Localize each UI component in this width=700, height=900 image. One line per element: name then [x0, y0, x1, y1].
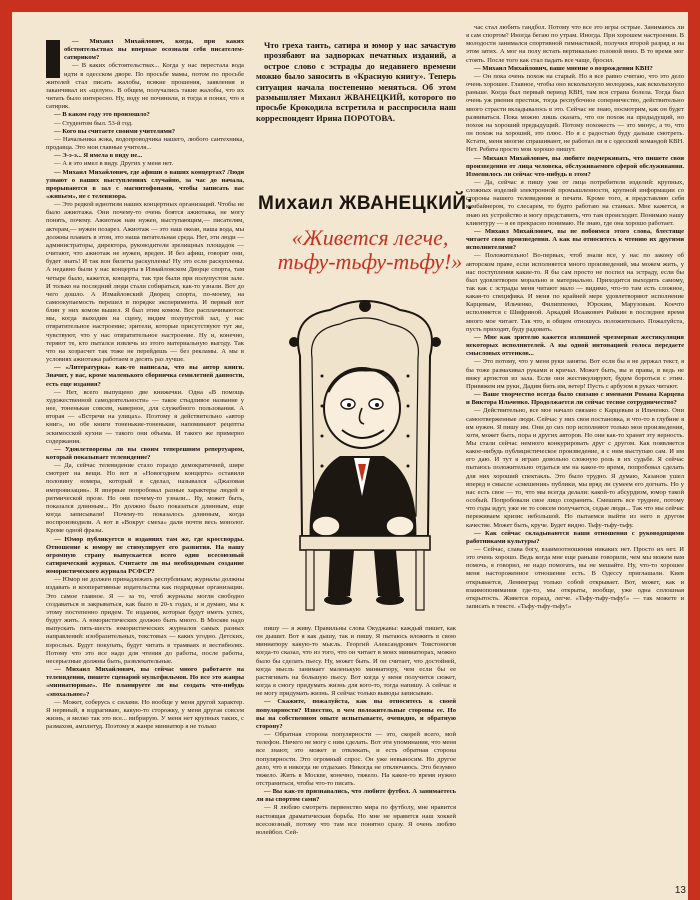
answer-paragraph: — Нет, всего выпущено две книжечки. Одна «В помощь художественной самодеятельности» — такое стыдливое название у нее, тоненькая совсем, наверное, для служебного пользования. А вторая — «Встречи на улицах». Поэтому я действительно «автор книг», но обе книги тоненькие-тоненькие, напоминают рецепты эскимосской кухни — такого они объема. И такого же примерно содержания. [46, 388, 244, 445]
shoe-right [376, 595, 404, 605]
dash-marker [46, 40, 60, 78]
intro-text: Что греха таить, сатира и юмор у нас зачастую прозябают на задворках печатных изданий, а острое слово с эстрады до недавнего времени можно было заносить в «Красную книгу». Теперь ситуация начала постепенно меняться. Об этом размышляет Михаил ЖВАНЕЦКИЙ, которого по просьбе Крокодила встретила и расспросила наш корреспондент Ирина ПОРОТОВА. [256, 40, 456, 123]
question-paragraph: — Кого вы считаете своими учителями? [54, 127, 176, 135]
question-paragraph: — Михаил Михайлович, где афиши о ваших концертах? Люди узнают о ваших выступлениях случайно, за час до начала, прорываются в зал с магнитофонами, чтобы записать вас «живьем», не с телевизора. [46, 168, 244, 200]
interview-text-left [46, 38, 244, 731]
answer-paragraph: — Да, сейчас телевидение стало гораздо демократичней, шире смотрит на вещи. Но вот в «Новогоднем концерте» оставили половину номера, который я сделал, назывался «Джазовая импровизация». Я впервые попробовал разные характеры людей в ритмической прозе. Но они почему-то узнали... Ну, может быть, показался длинным... Но должно было показаться длинным, еще когда записывали! Почему-то показалось длинным, когда воспроизводили. А вот в «Вокруг смеха» дали почти весь монолог. Кроме одной фразы. [46, 462, 244, 535]
answer-paragraph: — Положительно! Во-первых, чтоб знали все, у нас по закону об авторском праве, если исполняется много произведений, мы можем жить, у нас поступления какие-то. Я бы сам просто не поспел на эстраду, если бы был удовлетворен морально и материально. Приходится выходить самому, так как с эстрады меня читают мало — видимо, что-то там есть сложное, какая-то специфика. И меня по крайней мере удовлетворяют исполнение Карцевым, Ильченко, Филиппенко, Юрским, Марузовым. Коечто исполняется с Шифриной. Аркадий Исаакович Райкин в последнее время много мое читает. Так что, в общем отношусь положительно. Пожалуйста, пусть приходят, буду радовать. [466, 252, 684, 333]
page-number: 13 [674, 885, 686, 896]
throne-leg-right [416, 550, 424, 610]
answer-paragraph: — А я это имел в виду. Других у меня нет. [54, 160, 174, 168]
throne-seat [300, 536, 430, 550]
author-name: Михаил ЖВАНЕЦКИЙ: [258, 193, 474, 214]
question-paragraph: — В каком году это произошло? [54, 111, 150, 119]
throne-knob-left [289, 337, 299, 347]
answer-paragraph: — Действительно, все мое начало связано с Карцевым и Ильченко. Они самоотверженные люди. Сейчас у них своя постановка, и что-то в глубине я им нужен. Я пишу им. Они до сих пор исполняют только мои произведения, хотя, может быть, пора и других авторов. Но они как-то хранят эту верность. Мы стали сейчас немного конкурировать друг с другом. Как появляется какое-нибудь публицистическое произведение, я с ним выступаю сам. И им его даю. И тут я играю довольно сложную роль в их судьбе. Я сейчас пытаюсь положительно отдаться им на какое-то время, попробовал сделать для них хороший спектакль. Это было трудно. Я думаю, Хазанов ушел вперед в смысле «смешения» публики, мы вряд ли сумеем его догнать. Но у нас есть свое — то, что мы всегда делали: какой-то абсурдизм, юмор такой особый. Попробовали свое лицо сохранить. Смешить все труднее, потому что годы идут, уже не то совсем получается, седые люди... Так что мы сейчас переживаем кризис небольшой. Но пытаемся выйти из него в другом качестве. Может быть, круче. Будет видно. Тьфу-тьфу-тьфу. [466, 407, 684, 529]
question-paragraph: — Михаил Михайлович, когда, при каких обстоятельствах вы впервые осознали себя писателем-сатириком? [64, 38, 244, 62]
question-paragraph: — Юмор публикуется в изданиях там же, где кроссворды. Отношение к юмору не стимулирует его развития. На нашу огромную страну выпускается всего один всесоюзный сатирический журнал. Считаете ли вы необходимым создание юмористического журнала РСФСР? [46, 535, 244, 576]
throne-leg-left [306, 550, 314, 610]
leg-right [374, 550, 400, 596]
leg-left [328, 550, 354, 596]
throne-knob-right [431, 337, 441, 347]
question-paragraph: — Э-э-э... Я имела в виду не... [54, 152, 143, 160]
answer-paragraph: — Это потому, что у меня руки заняты. Вот если бы я не держал текст, я бы тоже размахивал руками и кричал. Может быть, вы и правы, в ведь не вижу артистов из зала. Если они жестикулируют, будем бороться с этим. Привяжем им руки, Дадим бить им, ветер! Пусть с арбузом в руках читают. [466, 358, 684, 390]
question-paragraph: — Михаил Михайлович, вы не побоимся этого слова, блестяще читаете свои произведения. А как вы относитесь к чтению их другими исполнителями? [466, 227, 684, 252]
caricature-illustration [270, 296, 460, 621]
answer-paragraph: — В каких обстоятельствах... Когда у нас перестала вода идти в одесском дворе. По просьбе мамы, потом по просьбе жителей стал писать жалобы, всякие прошения, заявления и заканчивал их «целую». В общем, получались такие жалобы, что их читать было интересно. Ну, воду не починили, и тогда я понял, что я сатирик. [46, 62, 244, 111]
question-paragraph: — «Литературка» как-то написала, что вы автор книги. Значит, у вас, кроме маленького сборничка семилетней давности, есть еще издания? [46, 364, 244, 388]
column-left [46, 38, 244, 886]
answer-paragraph: час стал любить гандбол. Потому что все это игры острые. Занимаюсь ли я сам спортом? Иногда бегаю по утрам. Иногда. При хорошем настроении. В молодости занимался спортивной гимнастикой, получил второй разряд и на этом затих. А мог на полу встать вертикально головой вниз. В то время мог стоять. После того как стал падать все чаще, бросил. [466, 24, 684, 64]
answer-paragraph: — Студентом был. 53-й год. [54, 119, 133, 127]
question-paragraph: — Михаил Михайлович, ваше мнение о возрождении КВН? [474, 64, 653, 72]
shoe-left [324, 595, 352, 605]
question-paragraph: — Мне как зрителю кажется излишней чрезмерная жестикуляция некоторых исполнителей. А вы одной интонацией голоса передаете смысловых оттенков... [466, 333, 684, 358]
question-paragraph: — Как сейчас складываются ваши отношения с руководящими работниками культуры? [466, 529, 684, 545]
question-paragraph: — Вы как-то признавались, что любите футбол. А занимаетесь ли вы спортом сами? [256, 788, 456, 804]
column-middle-bottom [256, 625, 456, 887]
answer-paragraph: — Он пока очень похож на старый. Но я все равно считаю, что это дело очень хорошее. Главное, чтобы оно всколыхнуло молодежь, как всколыхнуло раньше. Когда был первый период КВН, там вся страна болела. Тогда был очень уж рвения престиж, тогда респубочное соперничество, действительно много страсти вкладывалось в это. Сейчас не знаю, посмотрим, как он будет развиваться. Пока можно лишь сказать, что он похож на предыдущий, но похож на хороший предыдущий. Потому похожесть — это минус, а то, что он похож на хороший, это плюс. Но я с радостью буду дальше смотреть. Кстати, меня многие спрашивают, не работал ли я с одесской командой КВН. Нет. Ребята просто мои хорошо пишут. [466, 72, 684, 154]
answer-paragraph: — Может, соберусь с силами. Но вообще у меня другой характер. Я нервный, я вздрагиваю, какую-то сторожку, у меня другая совсем жизнь, я мелко так это все... вибрирую. У меня нет крупных таких, с размахом, амплитуд. Поэтому в жанре миниатюр я не только [46, 698, 244, 731]
answer-paragraph: — Сейчас, слава богу, взаимоотношения никаких нет. Просто их нет. И это очень хорошо. Ведь когда мне еще раньше говорили, чем мы можем вам помочь, я говорил, не надо помогать, вы не мешайте. Ну, что-то хорошее меня настороженное отношение есть. В Одессу приглашали. Киев открывается, Ленинград только собой открывает. Вот, может, как и взаимопонимания где-то, мы открыты, вообще, уже одна сплошная открытость. Живется горазд, легче. «Тьфу-тьфу-тьфу!» — так можете и записать в тексте. «Тьфу-тьфу-тьфу!» [466, 546, 684, 611]
question-paragraph: — Удовлетворены ли вы своим теперешним репертуаром, который показывает телевидение? [46, 445, 244, 461]
interview-text-right [466, 24, 684, 611]
column-right [466, 24, 684, 886]
headline: «Живется легче, тьфу-тьфу-тьфу!» [277, 225, 463, 274]
answer-paragraph: — Я люблю смотреть первенство мира по футболу, мне нравится настоящая драматическая борьба. Но мне не нравится наш хоккей всесоюзный, потому что там все понятно сразу. Я очень люблю волейбол. Сей- [256, 804, 456, 836]
answer-paragraph: — Начальника жэка, водопроводчика нашего, любого сантехника, продавца. Это мои главные учителя... [46, 135, 244, 152]
answer-paragraph: — Это редкой идиотизм наших концертных организаций. Чтобы не было ажиотажа. Они почему-то очень боятся ажиотажа, не могу понять, почему. Ажиотаж нам нужен, выступающим,— писателям, актерам,— нужен позарез. Ажиотаж — это наш океан, наша вода, мы должны плавать в этом, это наша питательная среда. Нет, эти люди — администраторы, директора, руководители зрелищных площадок — считают, что ажиотаж не нужен, вреден. И без афиш, говорят они, будет знать! И так вон билеты раскуплены! Ну это если раскуплены. А недавно были у нас концерты в Измайловском Дворце спорта, там четыре было, кажется, концерта, так три были при полупустом зале. И только на последний люди стали собираться, как-то узнали. Вот до чего дошло. А Измайловский Дворец спорта, по-моему, на самоокупаемость перешел в порядке эксперимента. И первый вот блин у них комом вышел. Я был этим комом. Все расплачиваются: мы, когда выходим на сцену, видим полупустой зал, у нас отвратительное настроение; зрители, которые присутствуют тут же, чувствуют, что у нас отвратительное настроение. Ну и, конечно, теряют те, кто пытался извлечь из этого материальную выгоду. Так что на хозрасчет так тоже не перейдешь — без рекламы. А мы в условиях ажиотажа работаем в десять раз лучше. [46, 201, 244, 364]
hand-left [312, 516, 340, 536]
hand-right [386, 516, 414, 536]
question-paragraph: — Ваше творчество всегда было связано с именами Романа Карцева и Виктора Ильченко. Продолжается ли сейчас тесное сотрудничество? [466, 391, 684, 407]
answer-paragraph: — Обратная сторона популярности — это, скорей всего, мой телефон. Ничего не могу с ним сделать. Вот эти упоминания, что меня все знают, это может и отвлекать, и есть обратная сторона популярности. Это огромный спрос. Он уже невыносим. Но другое дело, что я никогда не отдыхаю. Никогда не отключаюсь. Это безумно тяжело. Жить в Москве, конечно, тяжело. На какое-то время нужно отстраниться, чтобы что-то писать. [256, 731, 456, 787]
answer-paragraph: пишу — я живу. Правильны слова Окуджавы: каждый пишет, как он дышит. Вот я как дышу, так и пишу. Я пытаюсь вложить в свою миниатюру какую-то мысль. Георгий Александрович Товстоногов когда-то сказал, что из того, что он читает в моих миниатюрах, можно было бы сделать пьесу. Ну, может быть. И он считает, что достойней, когда мысль занимает маленькую миниатюру, чем если бы ее растягивать на большую пьесу. Вот когда у меня получится сюжет, когда я смогу придумать жизнь для кого-то, тогда напишу. А сейчас я не могу придумать жизнь. Я сейчас только выводы записываю. [256, 625, 456, 698]
throne-finial [359, 300, 371, 312]
question-paragraph: — Михаил Михайлович, вы любите подчеркивать, что пишете свои произведения от лица человека, обслуживаемого сферой обслуживания. Изменилось ли сейчас что-нибудь в этом? [466, 154, 684, 178]
answer-paragraph: — Да, сейчас я пишу уже от лица потребителя изделий: крупных, сложных изделий электронной промышленности, крупной информации со стороны нашего телевидения и печати. Кроме того, я представляю себя комбайнером, то слесарем, то будто работаю на станках. Мне кажется, я знаю их устройство и могу представить, что там происходит. Понимаю нашу клиентуру — я ее прекрасно понимаю. Не знаю, где она хорошо работает. [466, 178, 684, 227]
intro-lead [256, 40, 456, 160]
question-paragraph: — Михаил Михайлович, вы сейчас много работаете на телевидении, пишете сценарий мультфильмов. Но все это жанры «миниатюрные». Не планируете ли вы создать что-нибудь «эпохальное»? [46, 666, 244, 698]
question-paragraph: — Скажите, пожалуйста, как вы относитесь к своей популярности? Известно, в чем положительные стороны ее. Но вы на собственном опыте испытываете, очевидно, и обратную сторону? [256, 698, 456, 730]
answer-paragraph: — Юмор не должен принадлежать республикам; журналы должны издавать и кооперативные издательства как подрядные организации. Это самое главное. Я — за то, чтоб журналы могли свободно создаваться и закрываться, как было в 20-х годах, и я думаю, мы к этому постепенно придем. Те издания, которые будут иметь успех, будут жить. А юмористических должно быть много. В Москве надо выпускать пять-шесть юмористических журналов самых разных направлений: изобразительных, текстовых — каких угодно. Детских, взрослых. Будут покупать, будут читать в трамваях и вестибюлях. Потому что это все надо для чтения до работы, после работы, несерьезные должны быть, развлекательные. [46, 576, 244, 665]
interview-text-middle [256, 625, 456, 837]
